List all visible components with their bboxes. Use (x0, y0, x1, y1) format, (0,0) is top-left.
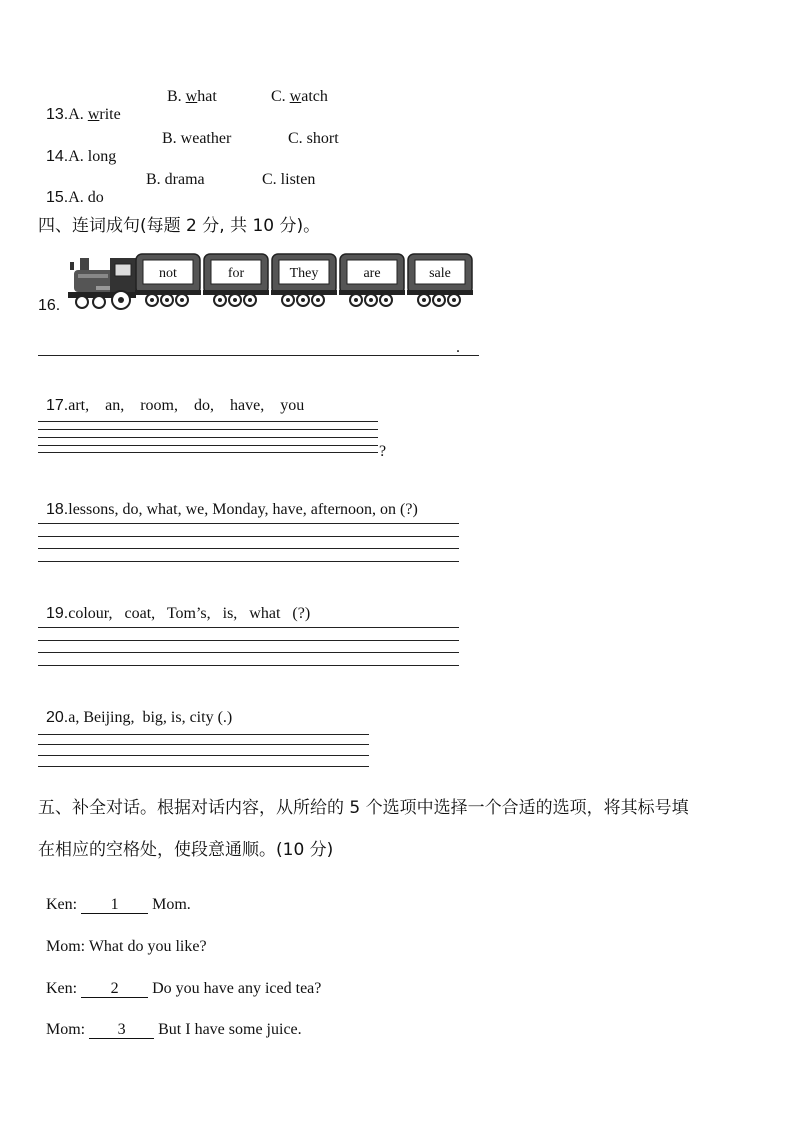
wagon-word: are (363, 266, 381, 281)
speaker: Mom: (46, 938, 89, 955)
option-a: A. do (68, 189, 104, 206)
answer-blank-1[interactable]: 1 (81, 897, 148, 914)
answer-line (38, 548, 459, 549)
section-5-title-line-1: 五、补全对话。根据对话内容，从所给的 5 个选项中选择一个合适的选项，将其标号填 (38, 798, 689, 818)
question-15 (38, 171, 104, 207)
answer-line (38, 523, 459, 524)
option-b: B. drama (146, 171, 205, 188)
answer-blank-2[interactable]: 2 (81, 981, 148, 998)
question-words: art, an, room, do, have, you (68, 397, 305, 414)
question-words: a, Beijing, big, is, city (.) (68, 709, 233, 726)
question-words: lessons, do, what, we, Monday, have, afternoon, on (?) (68, 501, 418, 518)
answer-line (38, 561, 459, 562)
question-number: 18. (46, 501, 69, 518)
answer-blank-3[interactable]: 3 (89, 1022, 154, 1039)
wagon-word: sale (429, 266, 451, 281)
option-a: A. long (68, 148, 117, 165)
train-wagon (135, 254, 201, 306)
dialogue-line-1 (38, 878, 191, 914)
answer-line (38, 640, 459, 641)
train-illustration (66, 250, 476, 312)
section-4-title: 四、连词成句(每题 2 分, 共 10 分)。 (38, 216, 321, 236)
dialogue-line-2 (38, 920, 207, 956)
option-a: A. write (68, 106, 121, 123)
wagon-word: They (289, 266, 319, 281)
question-number: 14. (46, 148, 69, 165)
option-c: C. listen (262, 171, 316, 188)
question-14 (38, 130, 116, 166)
question-number: 17. (46, 397, 69, 414)
speaker: Ken: (46, 980, 82, 997)
question-number: 16. (38, 297, 61, 314)
wagon-word: for (227, 266, 245, 281)
answer-line (38, 421, 378, 422)
question-number: 15. (46, 189, 69, 206)
answer-line (38, 652, 459, 653)
question-20 (38, 691, 232, 727)
option-b: B. weather (162, 130, 232, 147)
answer-line (38, 627, 459, 628)
question-13 (38, 88, 121, 124)
dialogue-line-3 (38, 962, 321, 998)
answer-line (38, 536, 459, 537)
answer-line (38, 755, 369, 756)
answer-line (38, 452, 378, 453)
answer-line (38, 429, 378, 430)
answer-line (38, 665, 459, 666)
answer-line (38, 437, 378, 438)
option-c: C. short (288, 130, 339, 147)
wagon-word: not (159, 266, 177, 281)
question-17 (38, 379, 304, 415)
end-mark: ? (379, 443, 387, 460)
answer-line (38, 445, 378, 446)
dialogue-text: Mom. (148, 896, 191, 913)
option-c: C. watch (271, 88, 328, 105)
question-number: 13. (46, 106, 69, 123)
train-wagon (203, 254, 269, 306)
dialogue-text: What do you like? (88, 938, 207, 955)
answer-line (38, 355, 479, 356)
question-19 (38, 587, 310, 623)
section-5-title-line-2: 在相应的空格处，使段意通顺。(10 分) (38, 840, 334, 860)
train-wagon (407, 254, 473, 306)
train-wagon (339, 254, 405, 306)
question-number: 20. (46, 709, 69, 726)
dialogue-text: Do you have any iced tea? (148, 980, 322, 997)
locomotive-icon (68, 258, 136, 309)
question-number: 19. (46, 605, 69, 622)
question-18 (38, 483, 418, 519)
dialogue-text: But I have some juice. (154, 1021, 302, 1038)
question-words: colour, coat, Tom’s, is, what (?) (68, 605, 311, 622)
speaker: Ken: (46, 896, 82, 913)
speaker: Mom: (46, 1021, 90, 1038)
end-mark: . (456, 339, 460, 356)
option-b: B. what (167, 88, 217, 105)
answer-line (38, 734, 369, 735)
answer-line (38, 766, 369, 767)
answer-line (38, 744, 369, 745)
dialogue-line-4 (38, 1003, 302, 1039)
train-wagon (271, 254, 337, 306)
